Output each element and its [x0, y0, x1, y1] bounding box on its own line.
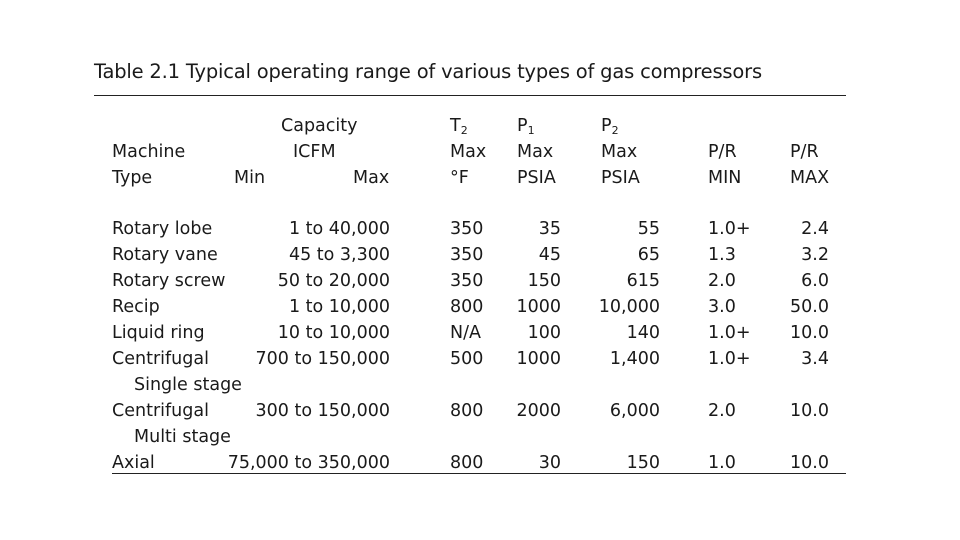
row-pr-min: 1.0: [708, 453, 736, 473]
row-pr-min: 2.0: [708, 401, 736, 421]
header-type: Type: [112, 168, 153, 188]
row-capacity: 1 to 40,000: [288, 219, 390, 239]
row-capacity: 50 to 20,000: [277, 271, 390, 291]
row-p2: 10,000: [598, 297, 660, 317]
row-p2: 1,400: [609, 349, 660, 369]
row-type: Recip: [112, 297, 160, 317]
row-capacity: 75,000 to 350,000: [227, 453, 390, 473]
row-capacity: 1 to 10,000: [288, 297, 390, 317]
row-p1: 150: [527, 271, 561, 291]
bottom-rule: [112, 473, 846, 474]
row-t2: 500: [450, 349, 484, 369]
row-capacity: 300 to 150,000: [255, 401, 390, 421]
header-pr-max-label: MAX: [790, 168, 830, 188]
row-pr-max: 3.2: [801, 245, 829, 265]
row-pr-min: 1.0+: [708, 219, 751, 239]
row-type: Liquid ring: [112, 323, 205, 343]
header-pr-min-label: MIN: [708, 168, 742, 188]
row-subtype: Single stage: [134, 375, 242, 395]
row-pr-max: 10.0: [790, 323, 829, 343]
header-p1-max: Max: [517, 142, 554, 162]
row-p2: 140: [626, 323, 660, 343]
row-p1: 30: [538, 453, 561, 473]
row-type: Centrifugal: [112, 349, 209, 369]
header-p2: $P_2$: [601, 116, 619, 137]
row-type: Axial: [112, 453, 155, 473]
row-p2: 65: [637, 245, 660, 265]
row-pr-min: 2.0: [708, 271, 736, 291]
row-p2: 6,000: [609, 401, 660, 421]
row-p1: 100: [527, 323, 561, 343]
row-t2: 350: [450, 219, 484, 239]
header-t2-max: Max: [450, 142, 487, 162]
row-pr-max: 6.0: [801, 271, 829, 291]
row-pr-max: 10.0: [790, 453, 829, 473]
header-t2-unit: °F: [450, 168, 469, 188]
row-type: Rotary lobe: [112, 219, 213, 239]
row-t2: 800: [450, 401, 484, 421]
row-t2: 800: [450, 297, 484, 317]
top-rule: [94, 95, 846, 96]
row-p1: 2000: [516, 401, 561, 421]
row-p1: 1000: [516, 297, 561, 317]
row-p2: 150: [626, 453, 660, 473]
header-p1: $P_1$: [517, 116, 535, 137]
table-title: Table 2.1 Typical operating range of various types of gas compressors: [94, 60, 762, 83]
row-t2: 350: [450, 271, 484, 291]
row-pr-max: 3.4: [801, 349, 829, 369]
row-type: Centrifugal: [112, 401, 209, 421]
row-pr-min: 1.0+: [708, 323, 751, 343]
row-capacity: 45 to 3,300: [288, 245, 390, 265]
header-pr-max: P/R: [790, 142, 819, 162]
header-p2-max: Max: [601, 142, 638, 162]
header-capacity: Capacity: [281, 116, 358, 136]
header-machine: Machine: [112, 142, 186, 162]
row-t2: 350: [450, 245, 484, 265]
row-pr-min: 1.0+: [708, 349, 751, 369]
row-t2: N/A: [450, 323, 481, 343]
row-capacity: 700 to 150,000: [255, 349, 390, 369]
header-icfm: ICFM: [293, 142, 336, 162]
row-pr-max: 10.0: [790, 401, 829, 421]
row-capacity: 10 to 10,000: [277, 323, 390, 343]
row-t2: 800: [450, 453, 484, 473]
row-pr-max: 2.4: [801, 219, 829, 239]
header-max: Max: [353, 168, 390, 188]
header-pr-min: P/R: [708, 142, 737, 162]
row-p1: 45: [538, 245, 561, 265]
header-min: Min: [234, 168, 266, 188]
header-t2: $T_2$: [450, 116, 468, 137]
header-p2-unit: PSIA: [601, 168, 640, 188]
row-p2: 615: [626, 271, 660, 291]
row-pr-max: 50.0: [790, 297, 829, 317]
row-type: Rotary screw: [112, 271, 226, 291]
row-p1: 1000: [516, 349, 561, 369]
row-subtype: Multi stage: [134, 427, 231, 447]
row-pr-min: 3.0: [708, 297, 736, 317]
row-pr-min: 1.3: [708, 245, 736, 265]
header-p1-unit: PSIA: [517, 168, 556, 188]
row-type: Rotary vane: [112, 245, 218, 265]
row-p2: 55: [637, 219, 660, 239]
row-p1: 35: [538, 219, 561, 239]
